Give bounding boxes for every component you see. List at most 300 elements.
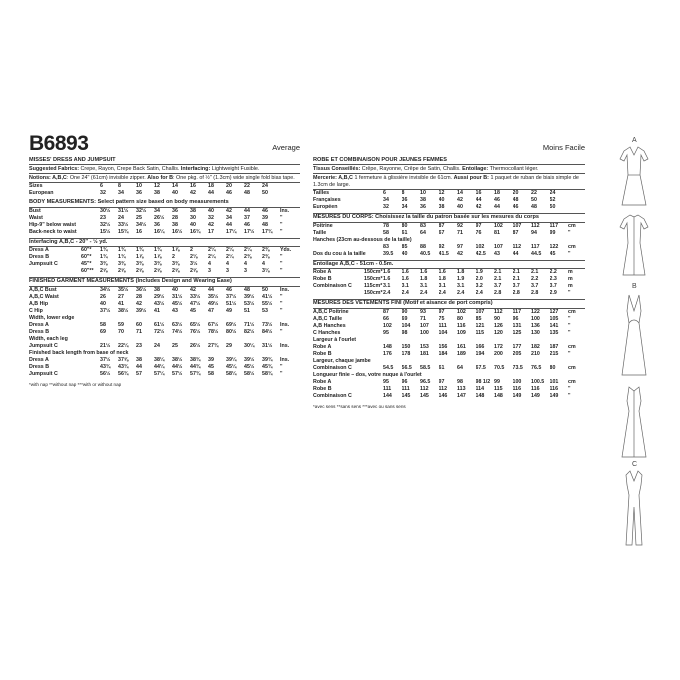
- notions-text-fr: 1 fermeture à glissière invisible de 61cm.: [352, 174, 454, 181]
- row-label: Robe A: [313, 343, 332, 350]
- value-cell: 42.5: [475, 250, 486, 257]
- value-cell: 81: [494, 229, 500, 236]
- finished-row-fr: [313, 372, 585, 379]
- value-cell: 2¼: [208, 254, 216, 261]
- value-cell: 24: [262, 183, 268, 190]
- fabric-width: 150cm*: [364, 290, 383, 297]
- value-cell: 76.5: [531, 364, 542, 371]
- value-cell: 99: [494, 378, 500, 385]
- value-cell: 3.7: [549, 283, 557, 290]
- value-cell: 2¼: [208, 247, 216, 254]
- unit: ": [568, 322, 571, 329]
- value-cell: 148: [494, 392, 503, 399]
- unit: m: [568, 276, 573, 283]
- fabrics-text-fr: Crêpe, Rayonne, Crêpe de Satin, Challis.: [360, 165, 463, 172]
- row-label: A,B Hanches: [313, 322, 346, 329]
- unit: ": [280, 370, 283, 377]
- notions-b-text-fr: 1 paquet de ruban de biais simple de 1.3cm de large.: [313, 174, 579, 188]
- value-cell: 3.1: [383, 283, 391, 290]
- value-cell: 37: [244, 214, 250, 221]
- difficulty-level-fr: Moins Facile: [542, 143, 585, 152]
- value-cell: 51½: [226, 300, 237, 307]
- value-cell: 14: [457, 190, 463, 197]
- value-cell: 36½: [136, 286, 147, 293]
- value-cell: 177: [512, 343, 522, 350]
- value-cell: 15½: [100, 228, 111, 235]
- row-label: C Hip: [29, 307, 43, 314]
- value-cell: 136: [531, 322, 540, 329]
- value-cell: 10: [420, 190, 426, 197]
- finished-measurements-table: [29, 287, 300, 380]
- value-cell: 3.7: [494, 283, 502, 290]
- unit: ": [280, 214, 283, 221]
- value-cell: 32: [208, 214, 214, 221]
- value-cell: 37½: [100, 356, 111, 363]
- garment-sketches: [610, 135, 660, 555]
- value-cell: 87: [512, 229, 519, 236]
- finished-row-fr: [313, 330, 585, 337]
- value-cell: 16½: [172, 228, 183, 235]
- value-cell: 71½: [244, 321, 255, 328]
- value-cell: 40: [172, 190, 178, 197]
- value-cell: 71: [420, 315, 426, 322]
- unit: ": [280, 363, 283, 370]
- unit: ": [568, 290, 571, 297]
- row-label: Européen: [313, 204, 338, 211]
- footnote-fr: *avec sens **sans sens ***avec ou sans sens: [313, 403, 406, 409]
- value-cell: 93: [420, 308, 426, 315]
- value-cell: 40: [100, 300, 106, 307]
- value-cell: 58: [383, 229, 389, 236]
- value-cell: 50: [549, 204, 556, 211]
- value-cell: 38: [172, 221, 178, 228]
- value-cell: 3.1: [438, 283, 446, 290]
- difficulty-level: Average: [272, 143, 300, 152]
- value-cell: 70.5: [494, 364, 505, 371]
- value-cell: 23: [100, 214, 106, 221]
- value-cell: 1¾: [118, 254, 126, 261]
- value-cell: 59: [118, 321, 124, 328]
- finished-row-fr: [313, 386, 585, 393]
- value-cell: 161: [457, 343, 466, 350]
- value-cell: 35½: [208, 293, 219, 300]
- value-cell: 3.7: [512, 283, 520, 290]
- value-cell: 30¼: [244, 342, 255, 349]
- value-cell: 73.5: [512, 364, 523, 371]
- body-row-fr: [313, 230, 585, 237]
- unit: ": [280, 221, 283, 228]
- value-cell: 1.6: [420, 269, 428, 276]
- finished-row-fr: [313, 379, 585, 386]
- fabric-width: 60"*: [81, 254, 92, 261]
- unit: Ins.: [280, 356, 290, 363]
- value-cell: 176: [383, 350, 392, 357]
- value-cell: 22¼: [118, 342, 129, 349]
- value-cell: 60: [136, 321, 142, 328]
- value-cell: 109: [457, 329, 466, 336]
- value-cell: 85: [475, 315, 482, 322]
- value-cell: 16: [190, 183, 196, 190]
- value-cell: 1¾: [100, 254, 108, 261]
- view-b-label: B: [632, 283, 637, 290]
- unit: ": [280, 328, 283, 335]
- value-cell: 36: [172, 207, 178, 214]
- size-table-fr: [313, 190, 585, 213]
- value-cell: 64: [420, 229, 426, 236]
- notions-label: Notions: A,B,C: [29, 174, 67, 181]
- body-measurements-title-fr: MESURES DU CORPS: Choisissez la taille du patron basée sur les mesures du corps: [313, 213, 585, 222]
- value-cell: 1.8: [457, 269, 465, 276]
- value-cell: 48: [512, 197, 519, 204]
- value-cell: 58: [100, 321, 106, 328]
- value-cell: 2.4: [383, 290, 391, 297]
- value-cell: 2⅝: [118, 268, 126, 275]
- garment-title-fr: ROBE ET COMBINAISON POUR JEUNES FEMMES: [313, 157, 585, 165]
- value-cell: 26: [100, 293, 106, 300]
- value-cell: 2⅜: [262, 247, 270, 254]
- header-fr: [313, 133, 585, 155]
- finished-row: [29, 329, 300, 336]
- size-row-fr: [313, 197, 585, 204]
- value-cell: 25: [172, 342, 178, 349]
- value-cell: 40: [208, 207, 214, 214]
- unit: cm: [568, 243, 576, 250]
- value-cell: 31½: [118, 207, 129, 214]
- value-cell: 2.2: [549, 269, 557, 276]
- value-cell: 112: [494, 308, 503, 315]
- value-cell: 56½: [100, 370, 111, 377]
- value-cell: 210: [531, 350, 540, 357]
- value-cell: 32: [383, 204, 389, 211]
- suggested-fabrics-fr: [313, 165, 585, 174]
- value-cell: 44: [512, 250, 519, 257]
- value-cell: 29½: [154, 293, 165, 300]
- value-cell: 50: [531, 197, 537, 204]
- finished-row: [29, 357, 300, 364]
- fabric-width: 115cm*: [364, 283, 383, 290]
- value-cell: 101: [549, 378, 559, 385]
- value-cell: 2⅛: [190, 254, 198, 261]
- value-cell: 32½: [136, 207, 147, 214]
- value-cell: 38: [420, 197, 426, 204]
- value-cell: 31½: [262, 342, 273, 349]
- value-cell: 104: [401, 322, 411, 329]
- value-cell: 42: [190, 190, 196, 197]
- value-cell: 34½: [100, 286, 111, 293]
- value-cell: 126: [494, 322, 503, 329]
- row-label: Taille: [313, 229, 327, 236]
- value-cell: 58: [208, 370, 214, 377]
- value-cell: 1.6: [383, 269, 391, 276]
- value-cell: 64: [457, 364, 463, 371]
- finished-measurements-title: FINISHED GARMENT MEASUREMENTS (Includes Design and Wearing Ease): [29, 277, 300, 286]
- value-cell: 38: [154, 190, 160, 197]
- unit: Yds.: [280, 247, 292, 254]
- value-cell: 172: [494, 343, 503, 350]
- value-cell: 36: [401, 197, 408, 204]
- value-cell: 2.4: [475, 290, 483, 297]
- value-cell: 39: [208, 356, 214, 363]
- value-cell: 47½: [190, 300, 201, 307]
- value-cell: 105: [549, 315, 559, 322]
- value-cell: 1¾: [100, 247, 108, 254]
- value-cell: 2⅝: [136, 268, 144, 275]
- value-cell: 15¾: [118, 228, 129, 235]
- value-cell: 102: [457, 308, 466, 315]
- value-cell: 80: [401, 222, 408, 229]
- value-cell: 61: [438, 364, 445, 371]
- value-cell: 34: [154, 207, 160, 214]
- value-cell: 42: [208, 221, 214, 228]
- value-cell: 2⅜: [244, 254, 252, 261]
- body-row: [29, 229, 300, 236]
- finished-row: [29, 343, 300, 350]
- row-label: Bust: [29, 207, 41, 214]
- value-cell: 69: [100, 328, 106, 335]
- fabric-width: 45"*: [81, 261, 92, 268]
- row-label: Largeur, chaque jambe: [313, 357, 371, 364]
- value-cell: 56.5: [401, 364, 412, 371]
- finished-row: [29, 301, 300, 308]
- value-cell: 43¾: [118, 363, 129, 370]
- value-cell: 33½: [190, 293, 201, 300]
- row-label: European: [29, 190, 54, 197]
- value-cell: 102: [494, 222, 503, 229]
- notions-text: : One 24" (61cm) invisible zipper.: [66, 174, 148, 181]
- value-cell: 69½: [226, 321, 237, 328]
- value-cell: 100: [512, 378, 522, 385]
- value-cell: 37½: [100, 307, 111, 314]
- view-a-label: A: [632, 137, 637, 144]
- row-label: Finished back length from base of neck: [29, 349, 129, 356]
- value-cell: 2.4: [401, 290, 409, 297]
- fabric-width: 150cm*: [364, 269, 383, 276]
- row-label: Robe B: [313, 350, 332, 357]
- value-cell: 42: [226, 207, 232, 214]
- row-label: Jumpsuit C: [29, 261, 58, 268]
- value-cell: 26½: [154, 214, 165, 221]
- notions-b-text: : One pkg. of ½" (1.3cm) wide single fold bias tape.: [173, 174, 295, 181]
- value-cell: 10: [136, 183, 142, 190]
- value-cell: 71: [136, 328, 142, 335]
- value-cell: 48: [244, 286, 250, 293]
- yardage-row-fr: [313, 276, 585, 283]
- value-cell: 41.5: [438, 250, 449, 257]
- value-cell: 50: [262, 286, 268, 293]
- value-cell: 40: [172, 286, 178, 293]
- value-cell: 116: [457, 322, 466, 329]
- value-cell: 2¼: [226, 247, 234, 254]
- value-cell: 38½: [118, 307, 129, 314]
- value-cell: 20: [512, 190, 519, 197]
- suggested-fabrics: [29, 165, 300, 174]
- fabric-width: 60"*: [81, 247, 92, 254]
- value-cell: 2: [172, 254, 175, 261]
- value-cell: 2.9: [549, 290, 557, 297]
- value-cell: 107: [512, 222, 522, 229]
- value-cell: 3⅜: [172, 261, 180, 268]
- unit: m: [568, 269, 573, 276]
- value-cell: 144: [383, 392, 392, 399]
- value-cell: 3⅜: [118, 261, 126, 268]
- unit: ": [280, 261, 283, 268]
- value-cell: 42: [475, 204, 482, 211]
- row-label: Largeur à l'ourlet: [313, 336, 357, 343]
- value-cell: 37⅝: [118, 356, 129, 363]
- value-cell: 112: [512, 243, 522, 250]
- value-cell: 78½: [208, 328, 219, 335]
- value-cell: 1.6: [383, 276, 391, 283]
- view-c-label: C: [632, 461, 638, 468]
- value-cell: 73½: [262, 321, 273, 328]
- value-cell: 20: [226, 183, 232, 190]
- value-cell: 24: [549, 190, 556, 197]
- row-label: Hip-9" below waist: [29, 221, 76, 228]
- value-cell: 44¾: [190, 363, 201, 370]
- notions-b-label-fr: Aussi pour B:: [453, 174, 489, 181]
- row-label: Jumpsuit C: [29, 370, 58, 377]
- size-row: [29, 183, 300, 190]
- row-label: A,B,C Bust: [29, 286, 57, 293]
- value-cell: 2.1: [531, 269, 539, 276]
- value-cell: 111: [383, 385, 392, 392]
- value-cell: 111: [438, 322, 447, 329]
- value-cell: 39¾: [262, 356, 273, 363]
- value-cell: 44: [494, 204, 500, 211]
- body-row-fr: [313, 244, 585, 251]
- value-cell: 178: [401, 350, 411, 357]
- value-cell: 38½: [172, 356, 183, 363]
- value-cell: 39.5: [383, 250, 394, 257]
- finished-row: [29, 364, 300, 371]
- value-cell: 44: [136, 363, 142, 370]
- finished-row: [29, 336, 300, 343]
- value-cell: 8: [401, 190, 405, 197]
- finished-measurements-table-fr: [313, 309, 585, 402]
- header: [29, 133, 300, 155]
- body-measurements-table: [29, 208, 300, 238]
- body-row: [29, 222, 300, 229]
- value-cell: 46: [244, 221, 250, 228]
- value-cell: 34½: [136, 221, 147, 228]
- row-label: Sizes: [29, 183, 43, 190]
- value-cell: 3: [226, 268, 229, 275]
- finished-row: [29, 294, 300, 301]
- value-cell: 200: [494, 350, 503, 357]
- value-cell: 82½: [244, 328, 255, 335]
- value-cell: 43: [494, 250, 500, 257]
- row-label: Dress B: [29, 328, 50, 335]
- unit: cm: [568, 308, 576, 315]
- value-cell: 42: [457, 197, 463, 204]
- value-cell: 35½: [118, 286, 129, 293]
- value-cell: 71: [457, 229, 463, 236]
- value-cell: 1¾: [118, 247, 126, 254]
- unit: ": [280, 254, 283, 261]
- value-cell: 57: [136, 370, 142, 377]
- finished-row: [29, 350, 300, 357]
- value-cell: 116: [531, 385, 540, 392]
- value-cell: 29: [226, 342, 232, 349]
- finished-row: [29, 371, 300, 378]
- value-cell: 48: [262, 221, 268, 228]
- interfacing-text-fr: Thermocollant léger.: [488, 165, 539, 172]
- row-label: A,B,C Waist: [29, 293, 59, 300]
- row-label: Combinaison C: [313, 283, 352, 290]
- value-cell: 46: [226, 190, 232, 197]
- value-cell: 42: [457, 250, 463, 257]
- value-cell: 50: [262, 190, 268, 197]
- value-cell: 14: [172, 183, 178, 190]
- value-cell: 182: [531, 343, 540, 350]
- size-row-fr: [313, 204, 585, 211]
- value-cell: 26½: [190, 342, 201, 349]
- value-cell: 3: [244, 268, 247, 275]
- value-cell: 65½: [190, 321, 201, 328]
- value-cell: 16: [475, 190, 482, 197]
- fabric-width: 60"**: [81, 268, 94, 275]
- value-cell: 16¾: [190, 228, 201, 235]
- yardage-row-fr: [313, 269, 585, 276]
- value-cell: 113: [457, 385, 466, 392]
- value-cell: 34: [118, 190, 124, 197]
- value-cell: 30: [190, 214, 196, 221]
- value-cell: 40: [457, 204, 463, 211]
- value-cell: 48: [531, 204, 537, 211]
- value-cell: 61: [401, 229, 408, 236]
- value-cell: 88: [420, 243, 426, 250]
- finished-row-fr: [313, 358, 585, 365]
- value-cell: 41: [154, 307, 160, 314]
- unit: ": [280, 268, 283, 275]
- dress-b-front-sketch: [622, 295, 646, 375]
- value-cell: 57½: [172, 370, 183, 377]
- value-cell: 97: [475, 222, 482, 229]
- value-cell: 2.1: [494, 269, 502, 276]
- finished-row: [29, 308, 300, 315]
- value-cell: 98 1/2: [475, 378, 491, 385]
- row-label: Jumpsuit C: [29, 342, 58, 349]
- yardage-row: [29, 261, 300, 268]
- value-cell: 150: [401, 343, 411, 350]
- unit: Ins.: [280, 342, 290, 349]
- value-cell: 66: [383, 315, 389, 322]
- value-cell: 194: [475, 350, 485, 357]
- value-cell: 37½: [226, 293, 237, 300]
- value-cell: 184: [438, 350, 448, 357]
- value-cell: 2.8: [512, 290, 520, 297]
- dress-a-front-sketch: [620, 147, 648, 205]
- unit: ": [568, 250, 571, 257]
- finished-row-fr: [313, 316, 585, 323]
- value-cell: 36: [136, 190, 142, 197]
- value-cell: 156: [438, 343, 448, 350]
- fabrics-label: Suggested Fabrics:: [29, 165, 80, 172]
- value-cell: 3⅜: [100, 261, 108, 268]
- finished-row-fr: [313, 323, 585, 330]
- value-cell: 4: [244, 261, 247, 268]
- value-cell: 3: [208, 268, 211, 275]
- value-cell: 1⅞: [136, 254, 144, 261]
- value-cell: 112: [531, 222, 540, 229]
- jumpsuit-c-front-sketch: [626, 471, 642, 545]
- value-cell: 1.8: [438, 276, 446, 283]
- value-cell: 44: [244, 207, 250, 214]
- value-cell: 97: [457, 243, 463, 250]
- notions-fr: [313, 174, 585, 190]
- value-cell: 107: [420, 322, 429, 329]
- value-cell: 2⅝: [190, 268, 198, 275]
